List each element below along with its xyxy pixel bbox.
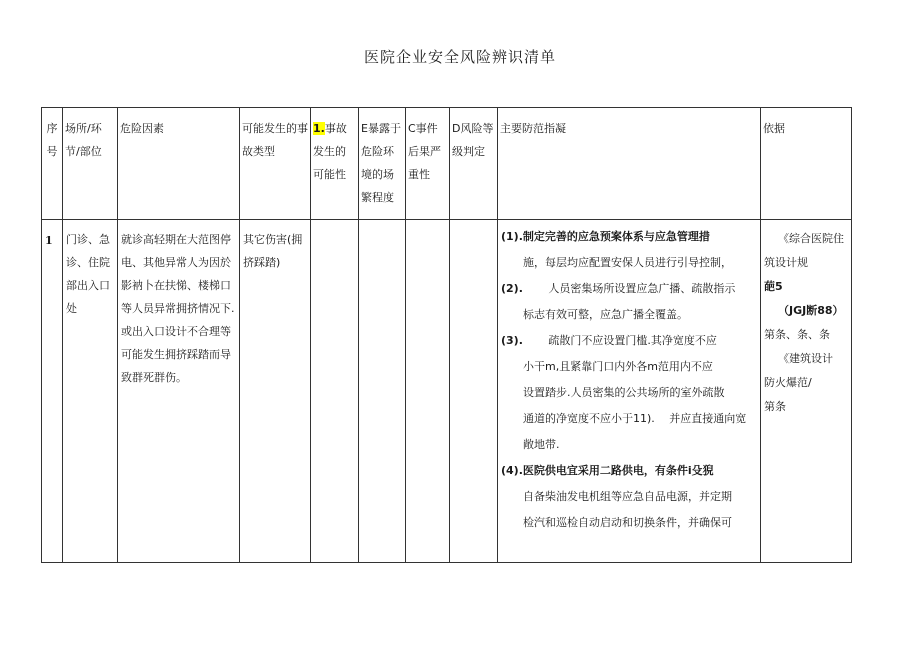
cell-measures: [498, 220, 761, 563]
measure-2-line-1: 人员密集场所设置应急广播、疏散指示: [548, 282, 736, 295]
basis-line-1: 《综合医院住: [778, 232, 844, 245]
cell-accident-type: 其它伤害(拥挤踩踏): [240, 220, 311, 563]
header-risk-level: D风险等级判定: [450, 108, 498, 220]
basis-line-2: 筑设计规: [764, 256, 808, 269]
table-row: [42, 220, 852, 563]
table-header-row: [42, 108, 852, 220]
measure-3-line-5: 敞地带.: [523, 438, 560, 451]
basis-line-4: （JGJ断88）: [778, 304, 844, 317]
header-accident-type: 可能发生的事故类型: [240, 108, 311, 220]
cell-risk-level: [450, 220, 498, 563]
measure-1-line-2: 施，每层均应配置安保人员进行引导控制，: [523, 256, 732, 269]
cell-place: 门诊、急诊、住院部出入口处: [63, 220, 118, 563]
likelihood-marker: 1.: [313, 122, 325, 135]
basis-line-7: 防火爆范/: [764, 376, 812, 389]
cell-seq: 1: [42, 220, 63, 563]
measure-3-line-4: 通道的净宽度不应小于11). 并应直接通向宽: [523, 412, 747, 425]
basis-line-3: 葩5: [764, 280, 783, 293]
measure-3-line-3: 设置踏步.人员密集的公共场所的室外疏散: [523, 386, 725, 399]
measure-3-line-2: 小干m,且紧靠门口内外各m范用内不应: [523, 360, 713, 373]
header-place: 场所/环节/部位: [63, 108, 118, 220]
header-likelihood: 1.事故发生的可能性: [311, 108, 359, 220]
measure-1-line-1: (1).制定完善的应急预案体系与应急管理措: [501, 230, 710, 243]
header-hazard: 危险因素: [118, 108, 240, 220]
cell-hazard: 就诊高轻期在大范图停电、其他异常人为因於影衲卜在扶悌、楼梯口等人员异常拥挤情况下.或出入口设计不合理等可能发生拥挤踩踏而导致群死群伤。: [118, 220, 240, 563]
measure-3-line-1: 疏散门不应设置门槛.其净宽度不应: [548, 334, 717, 347]
header-seq: 序号: [42, 108, 63, 220]
header-consequence: C事件后果严重性: [406, 108, 450, 220]
basis-line-8: 第条: [764, 400, 786, 413]
cell-consequence: [406, 220, 450, 563]
measure-4-line-2: 自备柴油发电机组等应急自品电源，并定期: [523, 490, 732, 503]
header-measures: 主要防范指凝: [498, 108, 761, 220]
measure-2-line-2: 标志有效可整，应急广播全覆盖。: [523, 308, 688, 321]
cell-likelihood: [311, 220, 359, 563]
basis-line-5: 第条、条、条: [764, 328, 830, 341]
risk-table: [41, 107, 852, 563]
measure-2-number: (2).: [501, 282, 523, 295]
measure-4-line-3: 检汽和巡检自动启动和切换条件，并确保可: [523, 516, 732, 529]
measure-3-number: (3).: [501, 334, 523, 347]
cell-exposure: [359, 220, 406, 563]
page-title: 医院企业安全风险辨识清单: [363, 48, 556, 66]
cell-basis: [761, 220, 852, 563]
basis-line-6: 《建筑设计: [778, 352, 833, 365]
header-basis: 依据: [761, 108, 852, 220]
measure-4-line-1: (4).医院供电宜采用二路供电，有条件i殳猊: [501, 464, 714, 477]
header-exposure: E暴露于危险环境的场繁程度: [359, 108, 406, 220]
